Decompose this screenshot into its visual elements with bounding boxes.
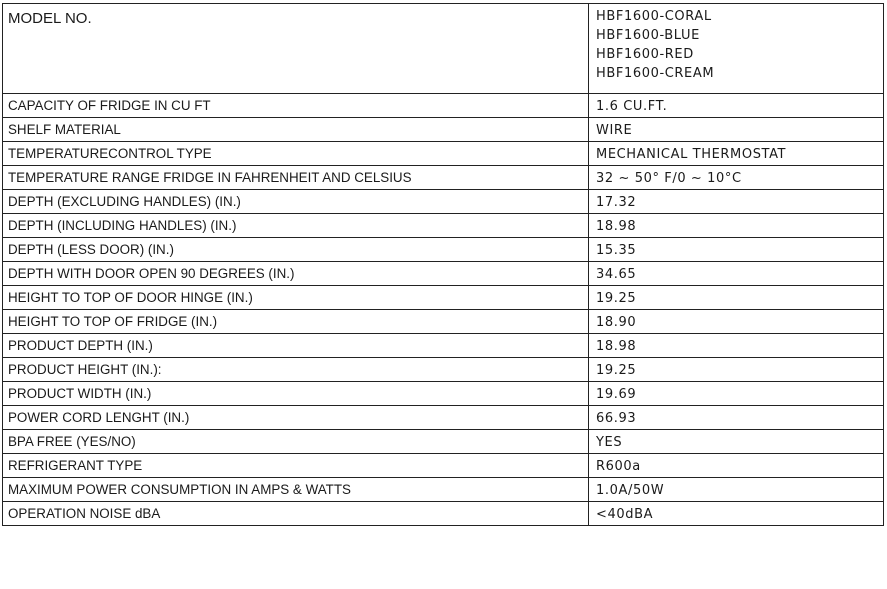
spec-label: MAXIMUM POWER CONSUMPTION IN AMPS & WATTS <box>3 478 589 502</box>
spec-row <box>3 214 884 238</box>
spec-value: 18.98 <box>589 334 884 358</box>
spec-value: 34.65 <box>589 262 884 286</box>
spec-row <box>3 190 884 214</box>
spec-label: SHELF MATERIAL <box>3 118 589 142</box>
spec-value: 1.6 CU.FT. <box>589 94 884 118</box>
spec-label: TEMPERATURE RANGE FRIDGE IN FAHRENHEIT AND CELSIUS <box>3 166 589 190</box>
spec-label: HEIGHT TO TOP OF FRIDGE (IN.) <box>3 310 589 334</box>
spec-value: 18.90 <box>589 310 884 334</box>
spec-label: POWER CORD LENGHT (IN.) <box>3 406 589 430</box>
spec-label: DEPTH WITH DOOR OPEN 90 DEGREES (IN.) <box>3 262 589 286</box>
spec-label: DEPTH (INCLUDING HANDLES) (IN.) <box>3 214 589 238</box>
spec-label: HEIGHT TO TOP OF DOOR HINGE (IN.) <box>3 286 589 310</box>
spec-row <box>3 454 884 478</box>
spec-value: 18.98 <box>589 214 884 238</box>
spec-value: 66.93 <box>589 406 884 430</box>
model-value: HBF1600-CREAM <box>596 66 715 81</box>
spec-value: R600a <box>589 454 884 478</box>
spec-value: 19.25 <box>589 286 884 310</box>
spec-row <box>3 238 884 262</box>
spec-value: 19.25 <box>589 358 884 382</box>
spec-label: TEMPERATURECONTROL TYPE <box>3 142 589 166</box>
spec-row <box>3 478 884 502</box>
model-value: HBF1600-RED <box>596 47 694 62</box>
spec-label: PRODUCT DEPTH (IN.) <box>3 334 589 358</box>
spec-row <box>3 286 884 310</box>
spec-row <box>3 166 884 190</box>
spec-row <box>3 334 884 358</box>
spec-value: 17.32 <box>589 190 884 214</box>
spec-label: DEPTH (EXCLUDING HANDLES) (IN.) <box>3 190 589 214</box>
spec-label: REFRIGERANT TYPE <box>3 454 589 478</box>
spec-label: DEPTH (LESS DOOR) (IN.) <box>3 238 589 262</box>
spec-value: 15.35 <box>589 238 884 262</box>
spec-row <box>3 430 884 454</box>
spec-value: WIRE <box>589 118 884 142</box>
spec-row <box>3 502 884 526</box>
spec-value: 32 ~ 50° F/0 ~ 10°C <box>589 166 884 190</box>
model-value: HBF1600-BLUE <box>596 28 700 43</box>
spec-value: YES <box>589 430 884 454</box>
spec-label: PRODUCT WIDTH (IN.) <box>3 382 589 406</box>
model-row <box>3 4 884 94</box>
spec-row <box>3 358 884 382</box>
spec-value: 19.69 <box>589 382 884 406</box>
spec-row <box>3 310 884 334</box>
spec-label: CAPACITY OF FRIDGE IN CU FT <box>3 94 589 118</box>
spec-label: OPERATION NOISE dBA <box>3 502 589 526</box>
spec-row <box>3 382 884 406</box>
spec-value: MECHANICAL THERMOSTAT <box>589 142 884 166</box>
model-values <box>589 4 884 94</box>
spec-value: 1.0A/50W <box>589 478 884 502</box>
spec-row <box>3 142 884 166</box>
spec-row <box>3 262 884 286</box>
spec-row <box>3 406 884 430</box>
model-label: MODEL NO. <box>3 4 589 94</box>
spec-value: <40dBA <box>589 502 884 526</box>
model-value: HBF1600-CORAL <box>596 9 712 24</box>
spec-row <box>3 118 884 142</box>
spec-row <box>3 94 884 118</box>
spec-label: PRODUCT HEIGHT (IN.): <box>3 358 589 382</box>
spec-table-body <box>3 4 884 526</box>
spec-table <box>2 3 884 526</box>
spec-label: BPA FREE (YES/NO) <box>3 430 589 454</box>
